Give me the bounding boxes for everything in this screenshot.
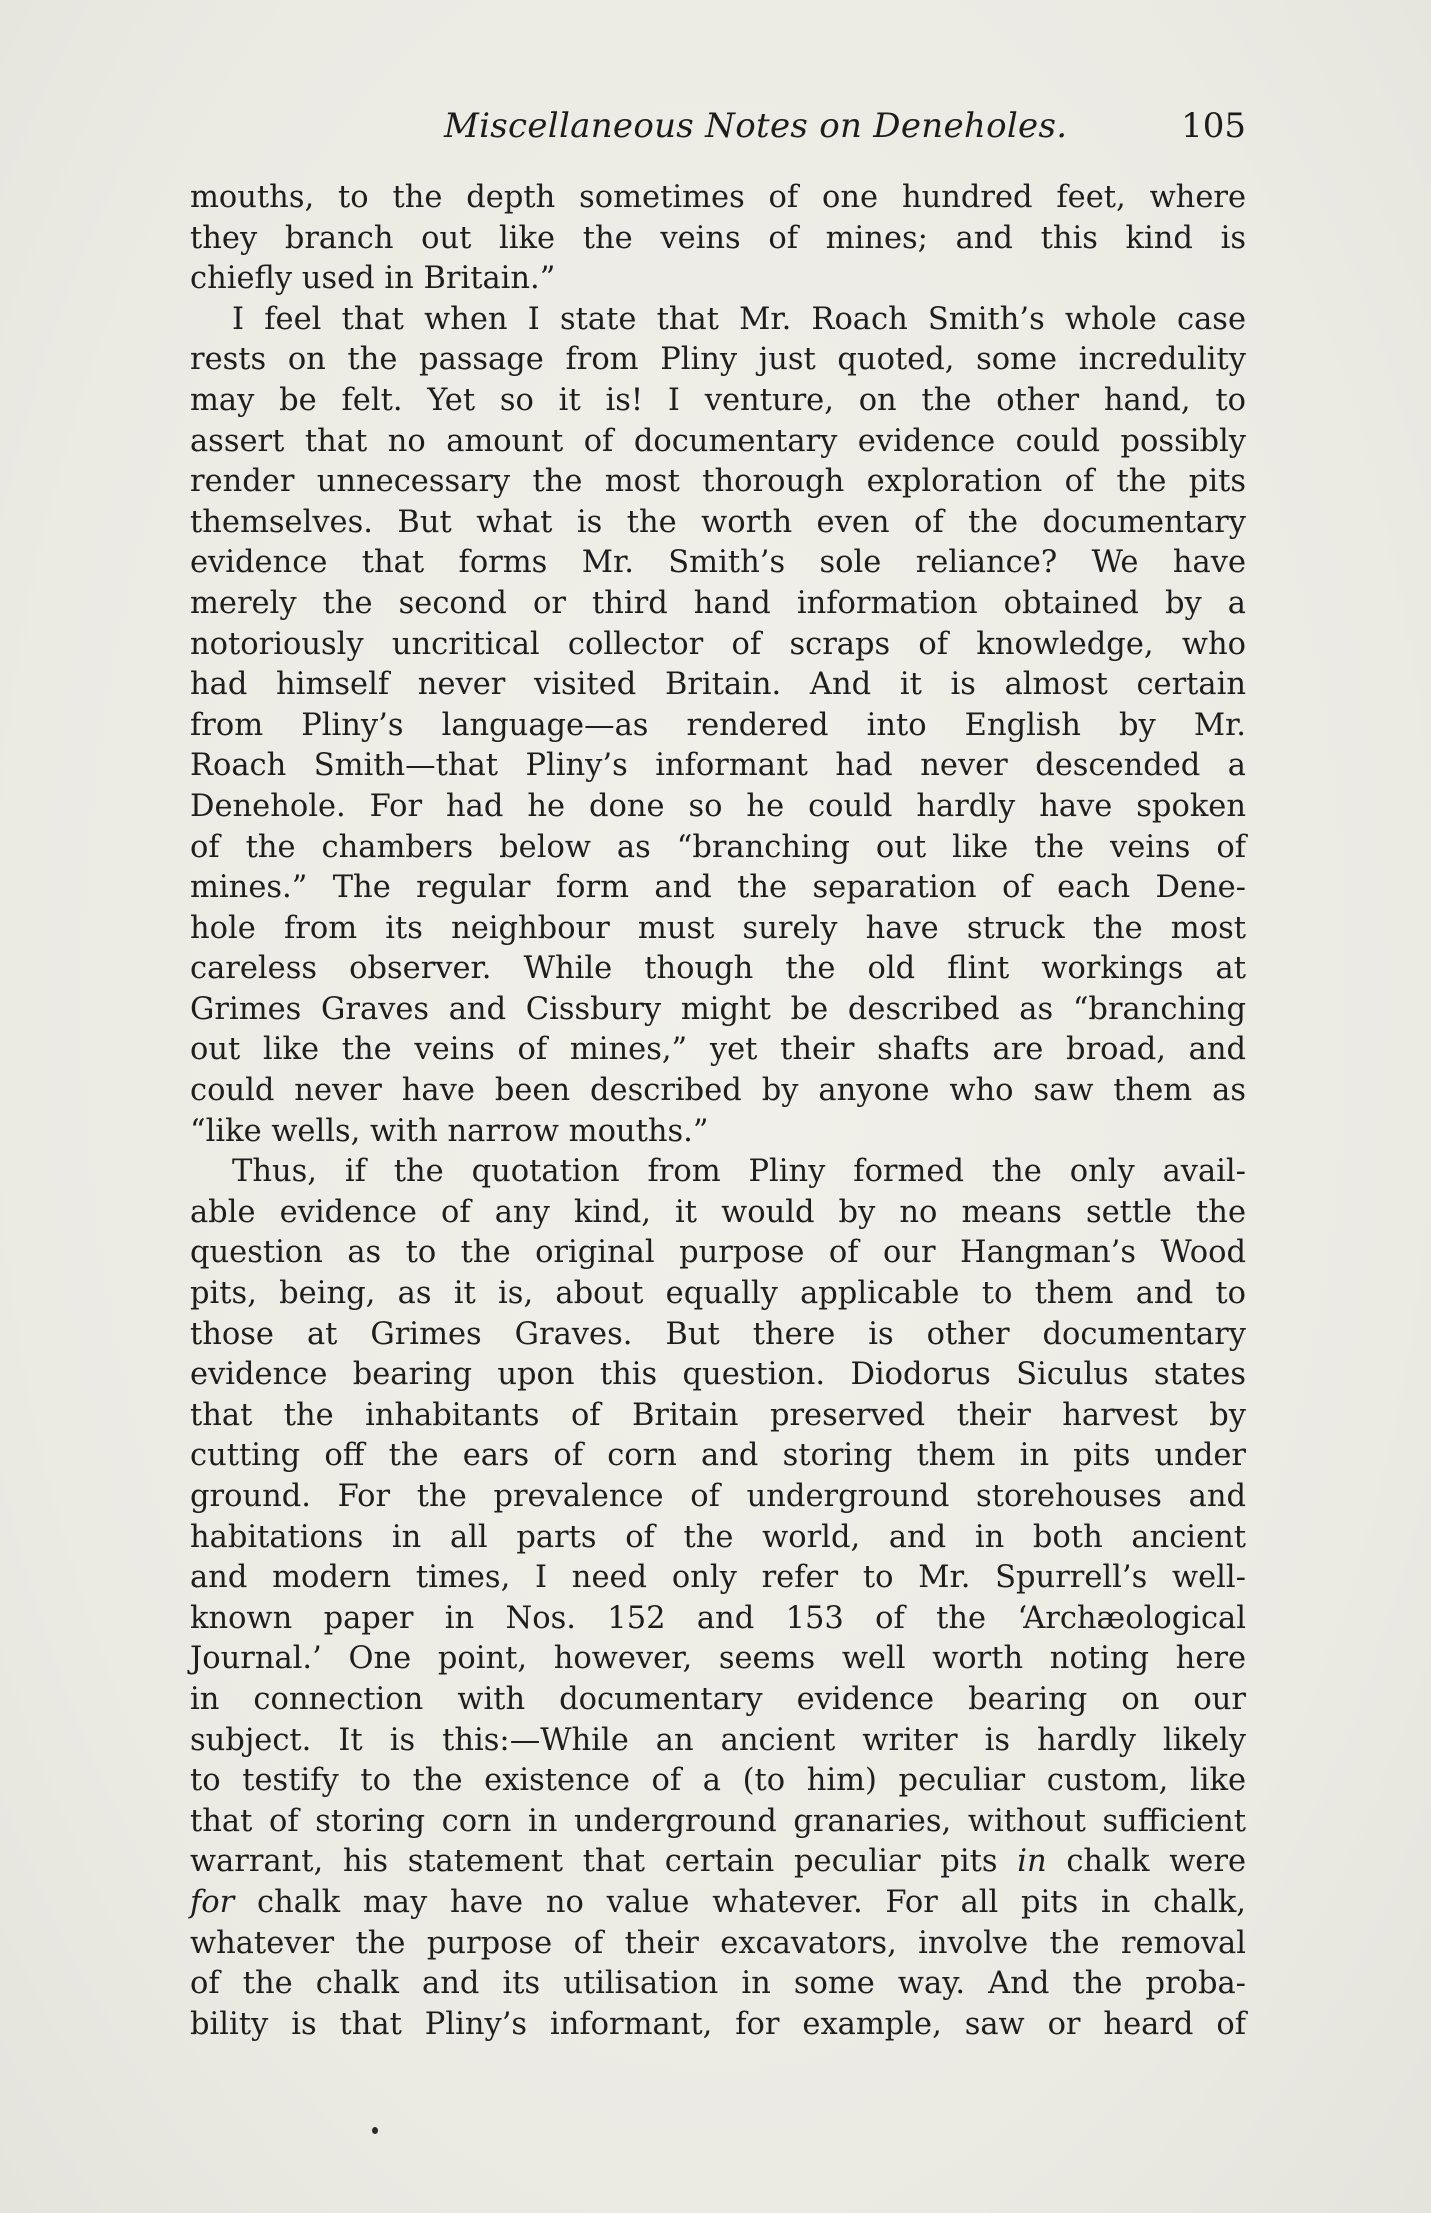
text-line: they branch out like the veins of mines; and this kind is: [190, 220, 1246, 256]
text-line: may be felt. Yet so it is! I venture, on the other hand, to: [190, 382, 1246, 418]
text-line: chiefly used in Britain.”: [190, 261, 556, 297]
text-line: themselves. But what is the worth even of the documentary: [190, 504, 1246, 540]
text-line: Grimes Graves and Cissbury might be described as “branching: [190, 991, 1246, 1027]
text-line: Denehole. For had he done so he could hardly have spoken: [190, 788, 1246, 824]
text-line: known paper in Nos. 152 and 153 of the ‘Archæological: [190, 1600, 1246, 1636]
text-line: from Pliny’s language—as rendered into English by Mr.: [190, 707, 1246, 743]
text-line: Journal.’ One point, however, seems well worth noting here: [190, 1641, 1246, 1677]
text-line: I feel that when I state that Mr. Roach Smith’s whole case: [232, 301, 1246, 337]
text-line: and modern times, I need only refer to Mr. Spurrell’s well-: [190, 1560, 1246, 1596]
text-line: had himself never visited Britain. And it is almost certain: [190, 667, 1246, 703]
text-line: “like wells, with narrow mouths.”: [190, 1113, 709, 1149]
text-line: evidence that forms Mr. Smith’s sole reliance? We have: [190, 545, 1246, 581]
ink-speck: [372, 2127, 378, 2134]
text-line: notoriously uncritical collector of scraps of knowledge, who: [190, 626, 1246, 662]
text-line: Roach Smith—that Pliny’s informant had never descended a: [190, 748, 1246, 784]
text-line: cutting off the ears of corn and storing them in pits under: [190, 1438, 1246, 1474]
text-line: hole from its neighbour must surely have struck the most: [190, 910, 1246, 946]
text-line: that of storing corn in underground granaries, without sufficient: [190, 1803, 1246, 1839]
page-number: 105: [1181, 106, 1246, 146]
text-line: of the chambers below as “branching out like the veins of: [190, 829, 1246, 865]
text-line: pits, being, as it is, about equally applicable to them and to: [190, 1276, 1246, 1312]
text-line: subject. It is this:—While an ancient writer is hardly likely: [190, 1722, 1246, 1758]
running-title: Miscellaneous Notes on Deneholes.: [444, 106, 1068, 146]
text-line: whatever the purpose of their excavators, involve the removal: [190, 1925, 1246, 1961]
text-line: render unnecessary the most thorough exploration of the pits: [190, 464, 1246, 500]
text-line: mouths, to the depth sometimes of one hundred feet, where: [190, 180, 1246, 215]
text-line: rests on the passage from Pliny just quoted, some incredulity: [190, 342, 1246, 378]
text-line: for chalk may have no value whatever. For all pits in chalk,: [190, 1884, 1246, 1920]
page-header: [190, 98, 1246, 154]
text-line: could never have been described by anyone who saw them as: [190, 1073, 1246, 1109]
text-line: assert that no amount of documentary evidence could possibly: [190, 423, 1246, 459]
text-line: Thus, if the quotation from Pliny formed the only avail-: [232, 1154, 1246, 1190]
text-line: that the inhabitants of Britain preserved their harvest by: [190, 1397, 1246, 1433]
text-line: habitations in all parts of the world, and in both ancient: [190, 1519, 1246, 1555]
text-line: question as to the original purpose of our Hangman’s Wood: [190, 1235, 1246, 1271]
text-line: merely the second or third hand information obtained by a: [190, 585, 1246, 621]
text-line: in connection with documentary evidence bearing on our: [190, 1681, 1246, 1717]
text-line: ground. For the prevalence of underground storehouses and: [190, 1479, 1246, 1514]
text-line: warrant, his statement that certain peculiar pits in chalk were: [190, 1844, 1246, 1880]
text-line: evidence bearing upon this question. Diodorus Siculus states: [190, 1357, 1246, 1393]
text-line: mines.” The regular form and the separation of each Dene-: [190, 870, 1246, 906]
text-line: to testify to the existence of a (to him) peculiar custom, like: [190, 1763, 1246, 1799]
text-line: bility is that Pliny’s informant, for example, saw or heard of: [190, 2006, 1246, 2042]
text-line: those at Grimes Graves. But there is other documentary: [190, 1316, 1246, 1352]
body-text: [190, 178, 1246, 2045]
text-line: out like the veins of mines,” yet their shafts are broad, and: [190, 1032, 1246, 1068]
text-line: of the chalk and its utilisation in some way. And the proba-: [190, 1966, 1246, 2002]
text-line: able evidence of any kind, it would by no means settle the: [190, 1194, 1246, 1230]
text-line: careless observer. While though the old flint workings at: [190, 951, 1246, 987]
